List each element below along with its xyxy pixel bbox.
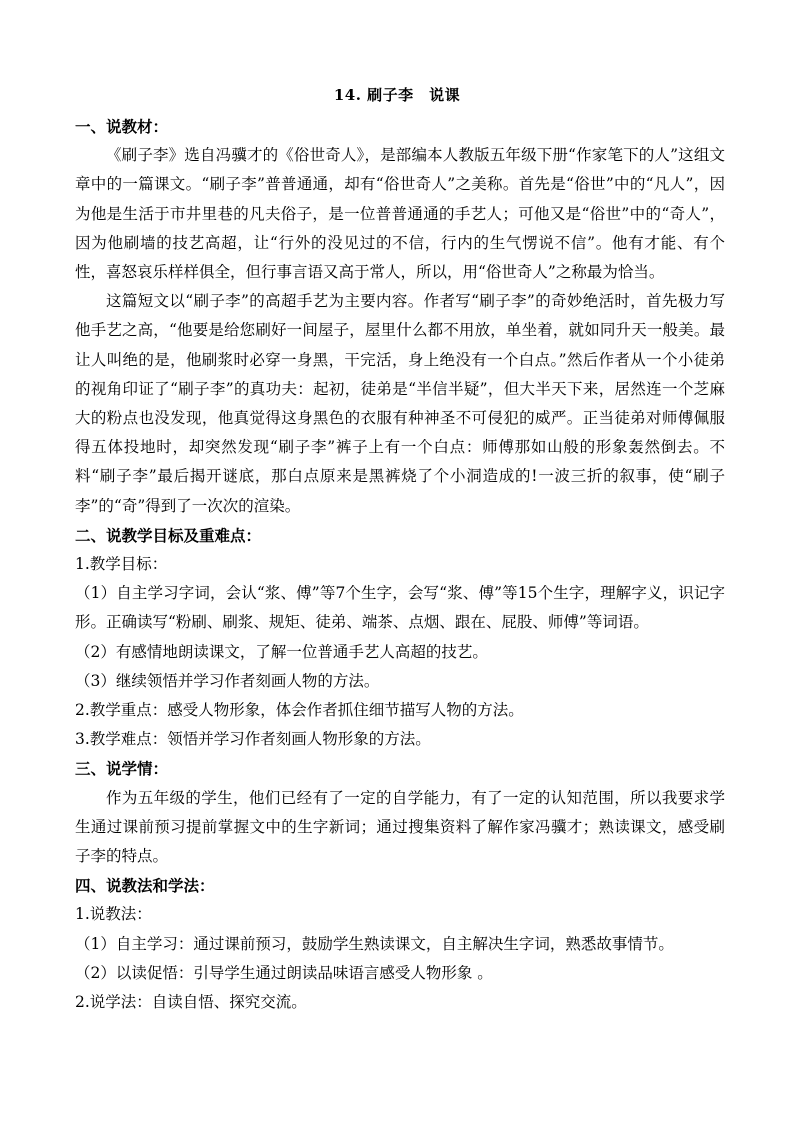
methods-item: （2）以读促悟：引导学生通过朗读品味语言感受人物形象 。 <box>75 963 493 982</box>
goals-item: 2.教学重点：感受人物形象，体会作者抓住细节描写人物的方法。 <box>75 701 524 720</box>
goals-item: （1）自主学习字词，会认“浆、傅”等7个生字，会写“浆、傅”等15个生字，理解字义，识记字形。正确读写“粉刷、刷浆、规矩、徒弟、端茶、点烟、跟在、屁股、师傅”等词语。 <box>75 584 725 632</box>
paragraph-textbook-2: 这篇短文以“刷子李”的高超手艺为主要内容。作者写“刷子李”的奇妙绝活时，首先极力写他手艺之高，“他要是给您刷好一间屋子，屋里什么都不用放，单坐着，就如同升天一般美。最让人叫绝的是，他刷浆时必穿一身黑，干完活，身上绝没有一个白点。”然后作者从一个小徒弟的视角印证了“刷子李”的真功夫：起初，徒弟是“半信半疑”，但大半天下来，居然连一个芝麻大的粉点也没发现，他真觉得这身黑色的衣服有种神圣不可侵犯的威严。正当徒弟对师傅佩服得五体投地时，却突然发现“刷子李”裤子上有一个白点：师傅那如山般的形象轰然倒去。不料“刷子李”最后揭开谜底，那白点原来是黑裤烧了个小洞造成的!一波三折的叙事，使“刷子李”的“奇”得到了一次次的渲染。 <box>75 292 725 515</box>
goals-item: 3.教学难点：领悟并学习作者刻画人物形象的方法。 <box>75 730 431 749</box>
document-body <box>75 112 725 1017</box>
section-heading-textbook: 一、说教材： <box>75 117 169 136</box>
goals-item: （3）继续领悟并学习作者刻画人物的方法。 <box>75 671 380 690</box>
paragraph-textbook-1: 《刷子李》选自冯骥才的《俗世奇人》，是部编本人教版五年级下册“作家笔下的人”这组文章中的一篇课文。“刷子李”普普通通，却有“俗世奇人”之美称。首先是“俗世”中的“凡人”，因为他是生活于市井里巷的凡夫俗子，是一位普普通通的手艺人；可他又是“俗世”中的“奇人”，因为他刷墙的技艺高超，让“行外的没见过的不信，行内的生气愣说不信”。他有才能、有个性，喜怒哀乐样样俱全，但行事言语又高于常人，所以，用“俗世奇人”之称最为恰当。 <box>75 146 725 282</box>
paragraph-students: 作为五年级的学生，他们已经有了一定的自学能力，有了一定的认知范围，所以我要求学生通过课前预习提前掌握文中的生字新词；通过搜集资料了解作家冯骥才；熟读课文，感受刷子李的特点。 <box>75 788 725 866</box>
section-heading-methods: 四、说教法和学法： <box>75 876 215 896</box>
methods-item: 2.说学法：自读自悟、探究交流。 <box>75 993 307 1012</box>
section-heading-students: 三、说学情： <box>75 759 169 779</box>
document-title: 14. 刷子李 说课 <box>333 86 461 104</box>
methods-item: 1.说教法： <box>75 905 152 924</box>
section-heading-goals: 二、说教学目标及重难点： <box>75 525 262 545</box>
goals-item: （2）有感情地朗读课文，了解一位普通手艺人高超的技艺。 <box>75 642 488 661</box>
methods-item: （1）自主学习：通过课前预习，鼓励学生熟读课文，自主解决生字词，熟悉故事情节。 <box>75 934 674 953</box>
goals-item: 1.教学目标： <box>75 555 168 574</box>
